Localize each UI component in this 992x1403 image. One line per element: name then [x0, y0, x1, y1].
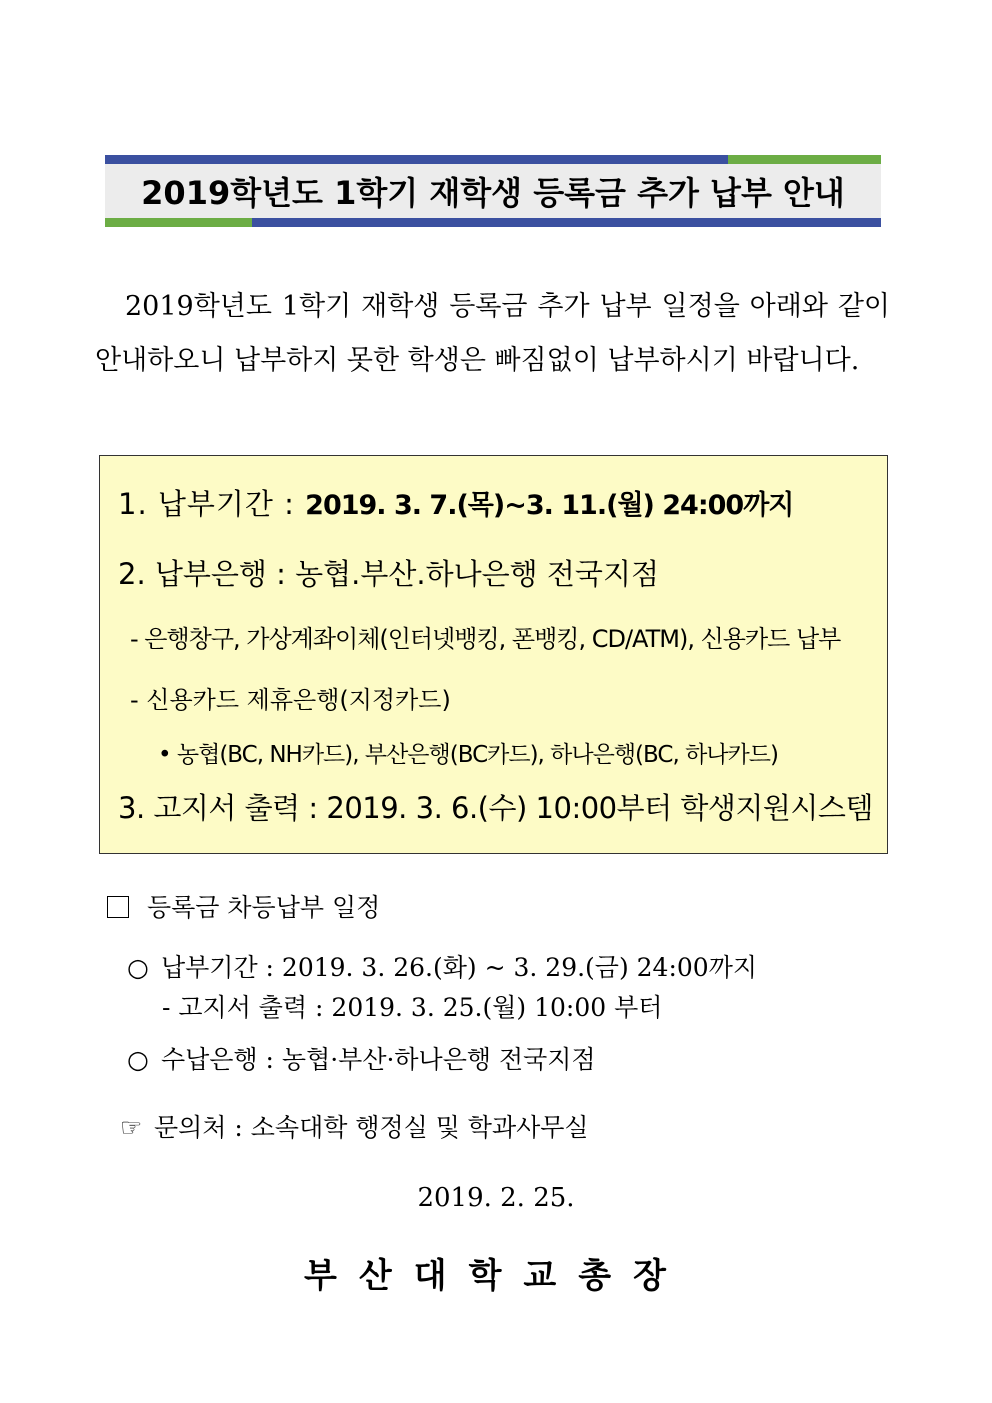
- title-bar-bottom-green: [105, 218, 252, 227]
- installment-heading-text: 등록금 차등납부 일정: [147, 893, 381, 922]
- intro-paragraph: 2019학년도 1학기 재학생 등록금 추가 납부 일정을 아래와 같이 안내하오니 납부하지 못한 학생은 빠짐없이 납부하시기 바랍니다.: [95, 291, 890, 376]
- installment-banks: [127, 1040, 596, 1076]
- signature-president: 부산대학교총장: [304, 1256, 688, 1296]
- title-banner: [105, 155, 881, 227]
- contact-info-text: 문의처 : 소속대학 행정실 및 학과사무실: [154, 1113, 589, 1142]
- pointing-hand-icon: ☞: [120, 1113, 143, 1142]
- title-bar-bottom-blue: [252, 218, 881, 227]
- bill-print-line: 3. 고지서 출력 : 2019. 3. 6.(수) 10:00부터 학생지원시스템: [118, 791, 873, 825]
- payment-bank-line: 2. 납부은행 : 농협.부산.하나은행 전국지점: [118, 557, 659, 591]
- payment-period-label: 1. 납부기간 :: [118, 487, 306, 521]
- payment-method-line: - 은행창구, 가상계좌이체(인터넷뱅킹, 폰뱅킹, CD/ATM), 신용카드 납부: [130, 625, 841, 653]
- circle-bullet-icon: ○: [127, 953, 149, 982]
- installment-period: [127, 948, 757, 984]
- installment-heading: [107, 888, 380, 924]
- page-title: 2019학년도 1학기 재학생 등록금 추가 납부 안내: [141, 174, 845, 212]
- circle-bullet-icon: ○: [127, 1045, 149, 1074]
- checkbox-square-icon: [107, 896, 129, 918]
- payment-period-line: [118, 482, 793, 523]
- title-bar-top-blue: [105, 155, 728, 164]
- installment-banks-text: 수납은행 : 농협·부산·하나은행 전국지점: [161, 1045, 596, 1074]
- installment-bill-print: - 고지서 출력 : 2019. 3. 25.(월) 10:00 부터: [162, 993, 663, 1022]
- installment-period-text: 납부기간 : 2019. 3. 26.(화) ~ 3. 29.(금) 24:00까지: [161, 953, 757, 982]
- payment-info-box: [99, 455, 888, 854]
- notice-date: 2019. 2. 25.: [417, 1183, 575, 1213]
- credit-card-banks-line: • 농협(BC, NH카드), 부산은행(BC카드), 하나은행(BC, 하나카드): [158, 742, 778, 768]
- title-bar-top-green: [728, 155, 881, 164]
- payment-period-value: 2019. 3. 7.(목)~3. 11.(월) 24:00까지: [305, 490, 794, 521]
- credit-card-line: - 신용카드 제휴은행(지정카드): [130, 686, 451, 714]
- contact-info: [120, 1108, 589, 1144]
